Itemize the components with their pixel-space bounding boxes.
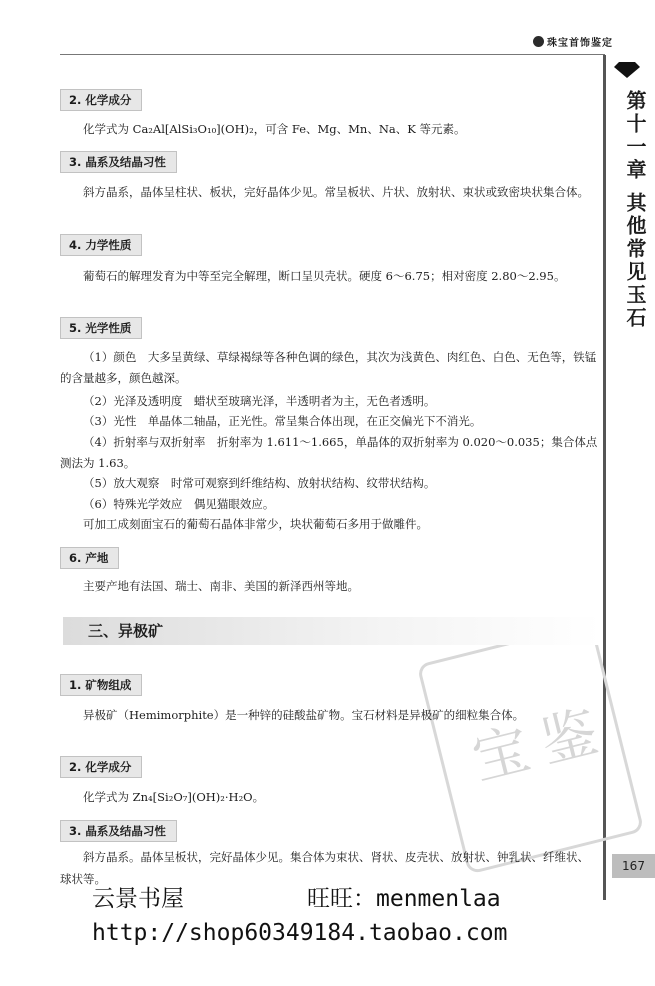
optical-item: （1）颜色 大多呈黄绿、草绿褐绿等各种色调的绿色，其次为浅黄色、肉红色、白色、无色等，铁锰的含量越多，颜色越深。	[60, 350, 597, 385]
watermark-shop-name: 云景书屋	[92, 886, 184, 912]
watermark-contact: 旺旺：menmenlaa	[307, 886, 501, 912]
heading-crystal-system: 3. 晶系及结晶习性	[60, 151, 177, 173]
header-rule	[60, 54, 605, 55]
heading-crystal-system-2: 3. 晶系及结晶习性	[60, 820, 177, 842]
mineral-composition-text: 异极矿（Hemimorphite）是一种锌的硅酸盐矿物。宝石材料是异极矿的细粒集合体。	[83, 708, 525, 722]
crystal-system-text: 斜方晶系，晶体呈柱状、板状，完好晶体少见。常呈板状、片状、放射状、束状或致密块状集合体。	[83, 185, 589, 199]
chemical-formula-text: 化学式为 Ca₂Al[AlSi₃O₁₀](OH)₂，可含 Fe、Mg、Mn、Na、K 等元素。	[83, 122, 466, 136]
optical-item: 可加工成刻面宝石的葡萄石晶体非常少，块状葡萄石多用于做雕件。	[83, 517, 428, 531]
watermark-url: http://shop60349184.taobao.com	[92, 920, 508, 946]
optical-item: （3）光性 单晶体二轴晶，正光性。常呈集合体出现，在正交偏光下不消光。	[83, 414, 482, 428]
optical-item: （5）放大观察 时常可观察到纤维结构、放射状结构、纹带状结构。	[83, 476, 436, 490]
optical-item: （4）折射率与双折射率 折射率为 1.611～1.665，单晶体的双折射率为 0.020～0.035；集合体点测法为 1.63。	[60, 435, 598, 470]
page-number: 167	[612, 854, 655, 878]
seal-watermark: 鉴 宝	[417, 621, 645, 874]
heading-mineral-composition: 1. 矿物组成	[60, 674, 142, 696]
header-logo	[533, 34, 613, 48]
heading-origin: 6. 产地	[60, 547, 119, 569]
header-logo-text: 珠宝首饰鉴定	[547, 37, 613, 49]
mechanical-properties-text: 葡萄石的解理发育为中等至完全解理，断口呈贝壳状。硬度 6～6.75；相对密度 2.80～2.95。	[83, 269, 566, 283]
heading-mechanical-properties: 4. 力学性质	[60, 234, 142, 256]
optical-item: （6）特殊光学效应 偶见猫眼效应。	[83, 497, 275, 511]
heading-chemical-composition: 2. 化学成分	[60, 89, 142, 111]
logo-dot-icon	[533, 36, 544, 47]
origin-text: 主要产地有法国、瑞士、南非、美国的新泽西州等地。	[83, 579, 359, 593]
section-title: 三、异极矿	[88, 622, 164, 640]
chemical-formula-text-2: 化学式为 Zn₄[Si₂O₇](OH)₂·H₂O。	[83, 790, 265, 804]
optical-item: （2）光泽及透明度 蜡状至玻璃光泽，半透明者为主，无色者透明。	[83, 394, 436, 408]
gem-icon	[614, 62, 640, 78]
chapter-title: 第十一章 其他常见玉石	[623, 90, 647, 330]
crystal-system-text-2: 斜方晶系。晶体呈板状，完好晶体少见。集合体为束状、肾状、皮壳状、放射状、钟乳状、纤维状、球状等。	[60, 850, 589, 886]
heading-chemical-composition-2: 2. 化学成分	[60, 756, 142, 778]
heading-optical-properties: 5. 光学性质	[60, 317, 142, 339]
